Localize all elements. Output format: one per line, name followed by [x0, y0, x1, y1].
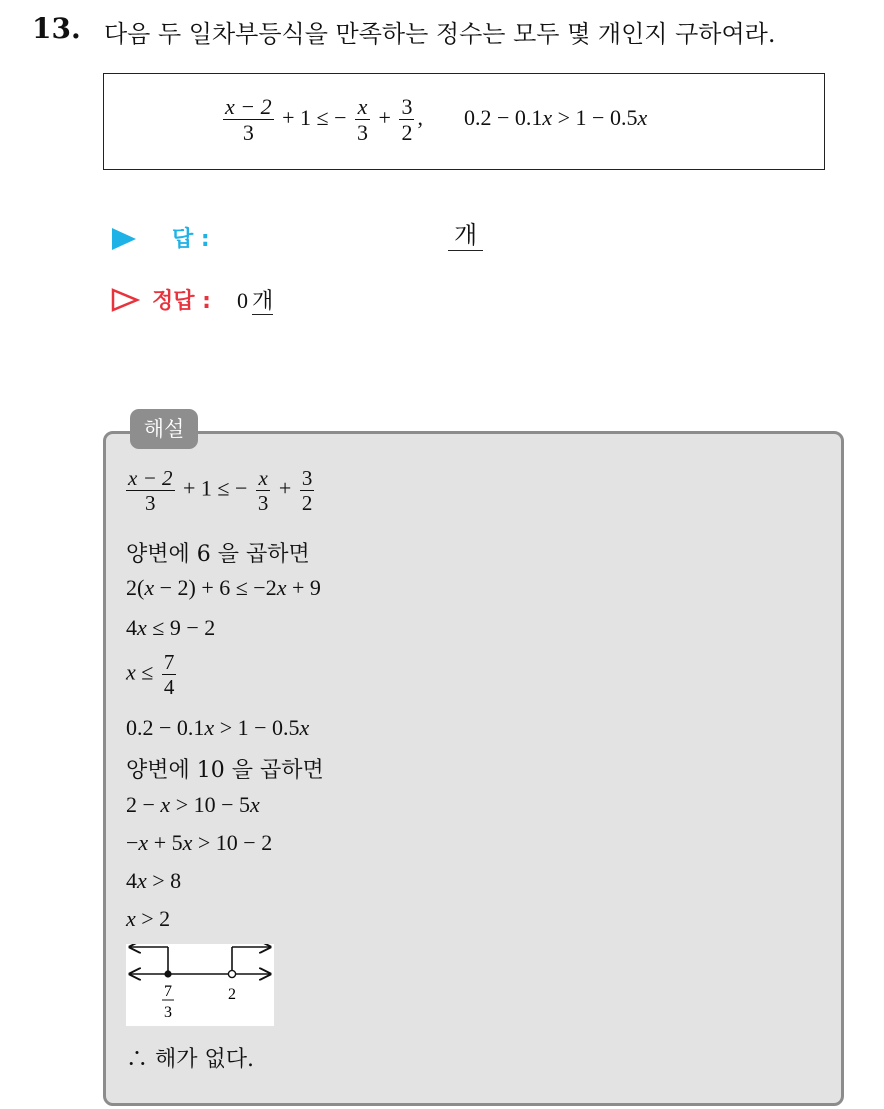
number-line-diagram — [126, 944, 274, 1026]
closed-point-icon — [164, 970, 171, 977]
play-arrow-icon — [110, 226, 138, 252]
math-text: , — [417, 104, 423, 130]
solution-line-4: 4x ≤ 9 − 2 — [126, 615, 216, 640]
number-line-label-left-num: 7 — [164, 983, 172, 1000]
solution-tab: 해설 — [130, 409, 198, 449]
solution-line-5: x ≤ $\frac{7}{4}$ — [126, 650, 175, 700]
solution-line-3: 2(x − 2) + 6 ≤ −2x + 9 — [126, 575, 321, 600]
solution-line-7: 양변에 10 을 곱하면 — [126, 758, 324, 783]
answer-label: 답 : — [172, 227, 210, 252]
solution-line-8: 2 − x > 10 − 5x — [126, 792, 260, 817]
correct-answer-label: 정답 : — [152, 289, 211, 314]
question-text: 다음 두 일차부등식을 만족하는 정수는 모두 몇 개인지 구하여라. — [104, 20, 776, 48]
solution-line-2: 양변에 6 을 곱하면 — [126, 542, 310, 567]
solution-line-1: $\frac{x - 2}{3}$ + 1 ≤ − $\frac{x}{3}$ + $\frac{3}{2}$ — [128, 466, 313, 516]
number-line-label-left-den: 3 — [164, 1004, 172, 1021]
question-number: 13. — [32, 12, 81, 45]
solution-line-9: −x + 5x > 10 − 2 — [126, 830, 273, 855]
math-text: 0.2 − 0.1 — [463, 104, 543, 130]
problem-inequalities: $\frac{x - 2}{3}$ + 1 ≤ − $\frac{x}{3}$ + $\frac{3}{2}$ , 0.2 − 0.1x > 1 − 0.5x — [225, 94, 648, 146]
math-text: + — [378, 104, 391, 130]
solution-conclusion: ∴ 해가 없다. — [126, 1047, 254, 1072]
solution-line-10: 4x > 8 — [126, 868, 182, 893]
math-text: + 1 ≤ − — [282, 104, 347, 130]
correct-answer-value: 0 개 — [237, 288, 274, 314]
number-line-label-right: 2 — [228, 986, 236, 1003]
fraction: $\frac{x - 2}{3}$ — [225, 94, 272, 146]
math-text: > 1 − 0.5 — [552, 104, 638, 130]
outline-arrow-icon — [110, 287, 140, 313]
open-point-icon — [228, 970, 235, 977]
solution-line-6: 0.2 − 0.1x > 1 − 0.5x — [126, 715, 310, 740]
fraction: $\frac{x}{3}$ — [357, 94, 369, 146]
solution-line-11: x > 2 — [126, 906, 171, 931]
answer-input[interactable]: 개 — [448, 220, 483, 251]
fraction: $\frac{3}{2}$ — [401, 94, 413, 146]
problem-box — [103, 73, 825, 170]
